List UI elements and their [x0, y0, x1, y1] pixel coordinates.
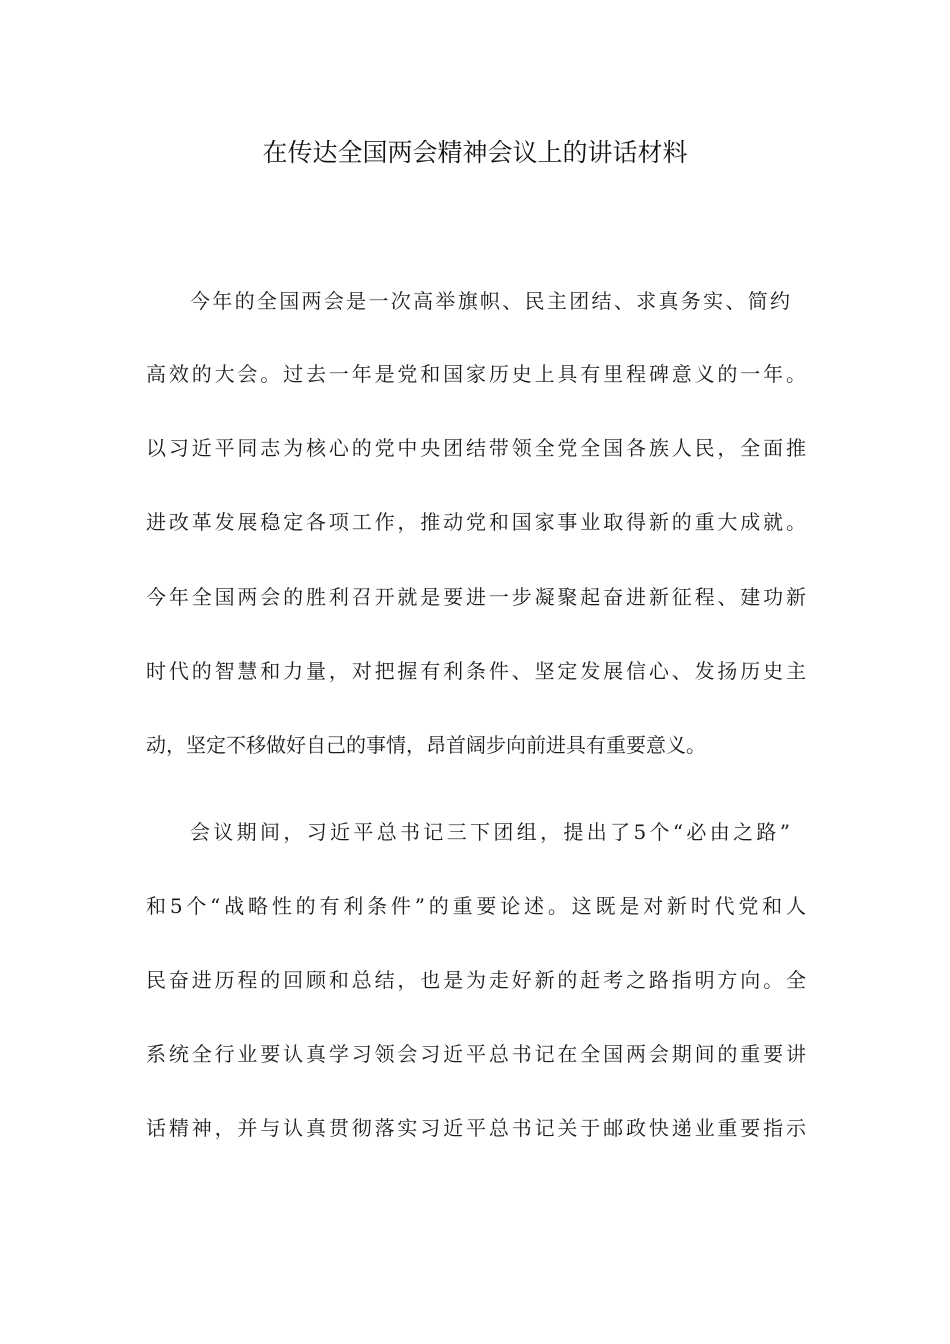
paragraph-1-line-4: 进改革发展稳定各项工作，推动党和国家事业取得新的重大成就。 [146, 510, 806, 534]
paragraph-1-line-2: 高效的大会。过去一年是党和国家历史上具有里程碑意义的一年。 [146, 362, 806, 386]
paragraph-1-line-1: 今年的全国两会是一次高举旗帜、民主团结、求真务实、简约 [190, 289, 790, 313]
paragraph-1-line-5: 今年全国两会的胜利召开就是要进一步凝聚起奋进新征程、建功新 [146, 585, 806, 609]
paragraph-2-line-2: 和5个“战略性的有利条件”的重要论述。这既是对新时代党和人 [146, 894, 806, 918]
paragraph-2-line-3: 民奋进历程的回顾和总结，也是为走好新的赶考之路指明方向。全 [146, 968, 806, 992]
document-title: 在传达全国两会精神会议上的讲话材料 [262, 138, 688, 167]
paragraph-1-line-3: 以习近平同志为核心的党中央团结带领全党全国各族人民，全面推 [146, 436, 806, 460]
paragraph-2-line-1: 会议期间，习近平总书记三下团组，提出了5个“必由之路” [190, 820, 790, 844]
paragraph-1-line-7: 动，坚定不移做好自己的事情，昂首阔步向前进具有重要意义。 [146, 733, 706, 757]
paragraph-2-line-5: 话精神，并与认真贯彻落实习近平总书记关于邮政快递业重要指示 [146, 1116, 806, 1140]
paragraph-1-line-6: 时代的智慧和力量，对把握有利条件、坚定发展信心、发扬历史主 [146, 659, 806, 683]
paragraph-2-line-4: 系统全行业要认真学习领会习近平总书记在全国两会期间的重要讲 [146, 1042, 806, 1066]
